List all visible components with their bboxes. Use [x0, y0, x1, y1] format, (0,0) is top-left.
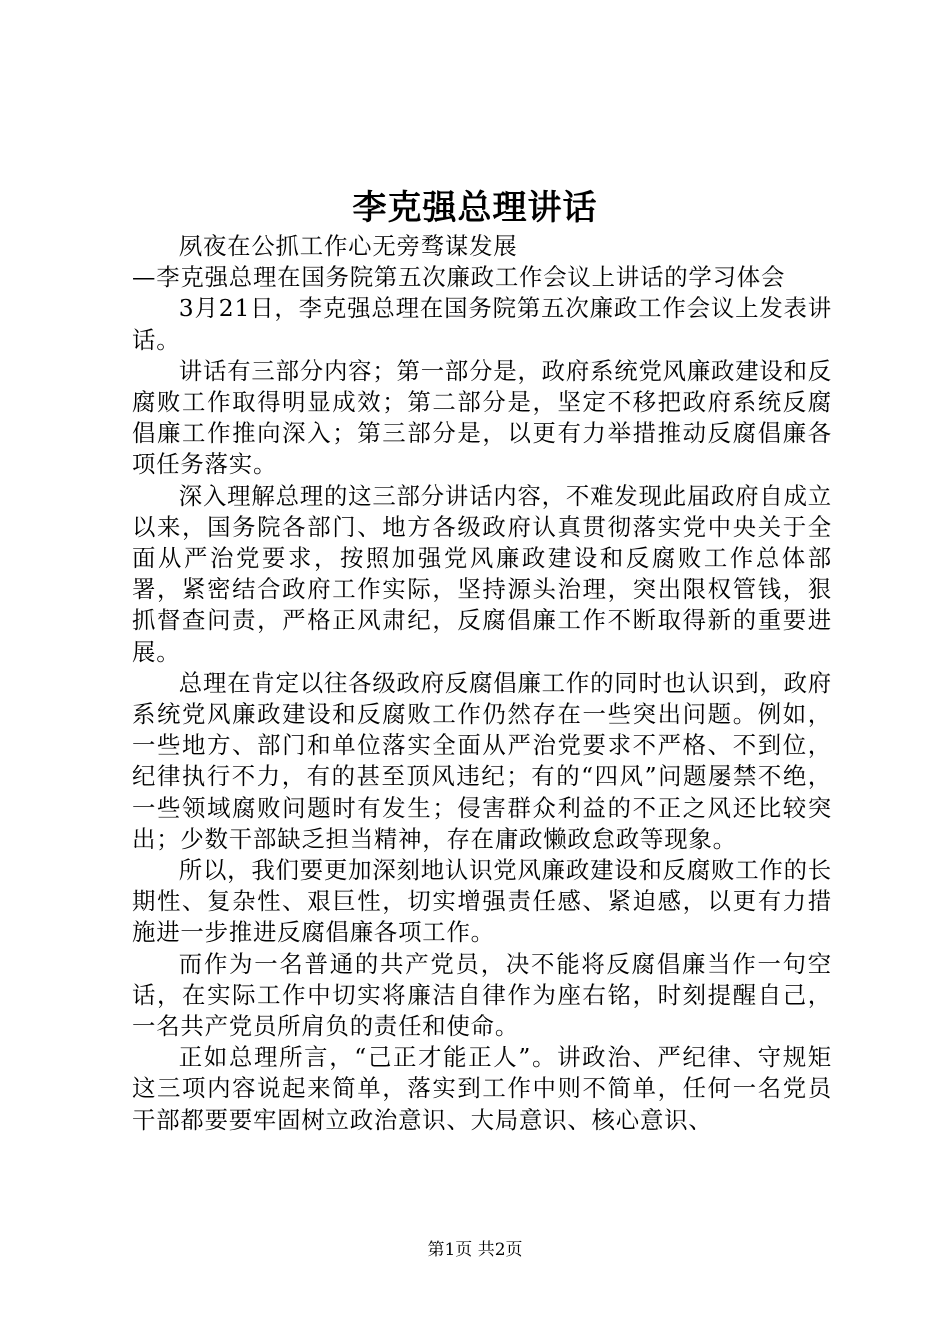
document-title: 李克强总理讲话: [352, 188, 598, 228]
paragraph: 深入理解总理的这三部分讲话内容，不难发现此届政府自成立以来，国务院各部门、地方各级政府认真贯彻落实党中央关于全面从严治党要求，按照加强党风廉政建设和反腐败工作总体部署，紧密结合政府工作实际，坚持源头治理，突出限权管钱，狠抓督查问责，严格正风肃纪，反腐倡廉工作不断取得新的重要进展。: [132, 481, 832, 666]
paragraph: 3月21日，李克强总理在国务院第五次廉政工作会议上发表讲话。: [132, 294, 832, 354]
paragraph: 所以，我们要更加深刻地认识党风廉政建设和反腐败工作的长期性、复杂性、艰巨性，切实增强责任感、紧迫感，以更有力措施进一步推进反腐倡廉各项工作。: [132, 856, 832, 947]
page-footer: 第1页 共2页: [427, 1240, 523, 1260]
paragraph: 而作为一名普通的共产党员，决不能将反腐倡廉当作一句空话，在实际工作中切实将廉洁自律作为座右铭，时刻提醒自己，一名共产党员所肩负的责任和使命。: [132, 949, 832, 1041]
document-body: [132, 231, 832, 1136]
paragraph: 正如总理所言，“己正才能正人”。讲政治、严纪律、守规矩这三项内容说起来简单，落实到工作中则不简单，任何一名党员干部都要要牢固树立政治意识、大局意识、核心意识、: [132, 1043, 832, 1134]
paragraph: —李克强总理在国务院第五次廉政工作会议上讲话的学习体会: [132, 263, 786, 292]
paragraph: 夙夜在公抓工作心无旁骛谋发展: [178, 232, 518, 260]
paragraph: 总理在肯定以往各级政府反腐倡廉工作的同时也认识到，政府系统党风廉政建设和反腐败工作仍然存在一些突出问题。例如，一些地方、部门和单位落实全面从严治党要求不严格、不到位，纪律执行不力，有的甚至顶风违纪；有的“四风”问题屡禁不绝，一些领域腐败问题时有发生；侵害群众利益的不正之风还比较突出；少数干部缺乏担当精神，存在庸政懒政怠政等现象。: [132, 668, 832, 853]
paragraph: 讲话有三部分内容；第一部分是，政府系统党风廉政建设和反腐败工作取得明显成效；第二部分是，坚定不移把政府系统反腐倡廉工作推向深入；第三部分是，以更有力举措推动反腐倡廉各项任务落实。: [132, 356, 832, 479]
